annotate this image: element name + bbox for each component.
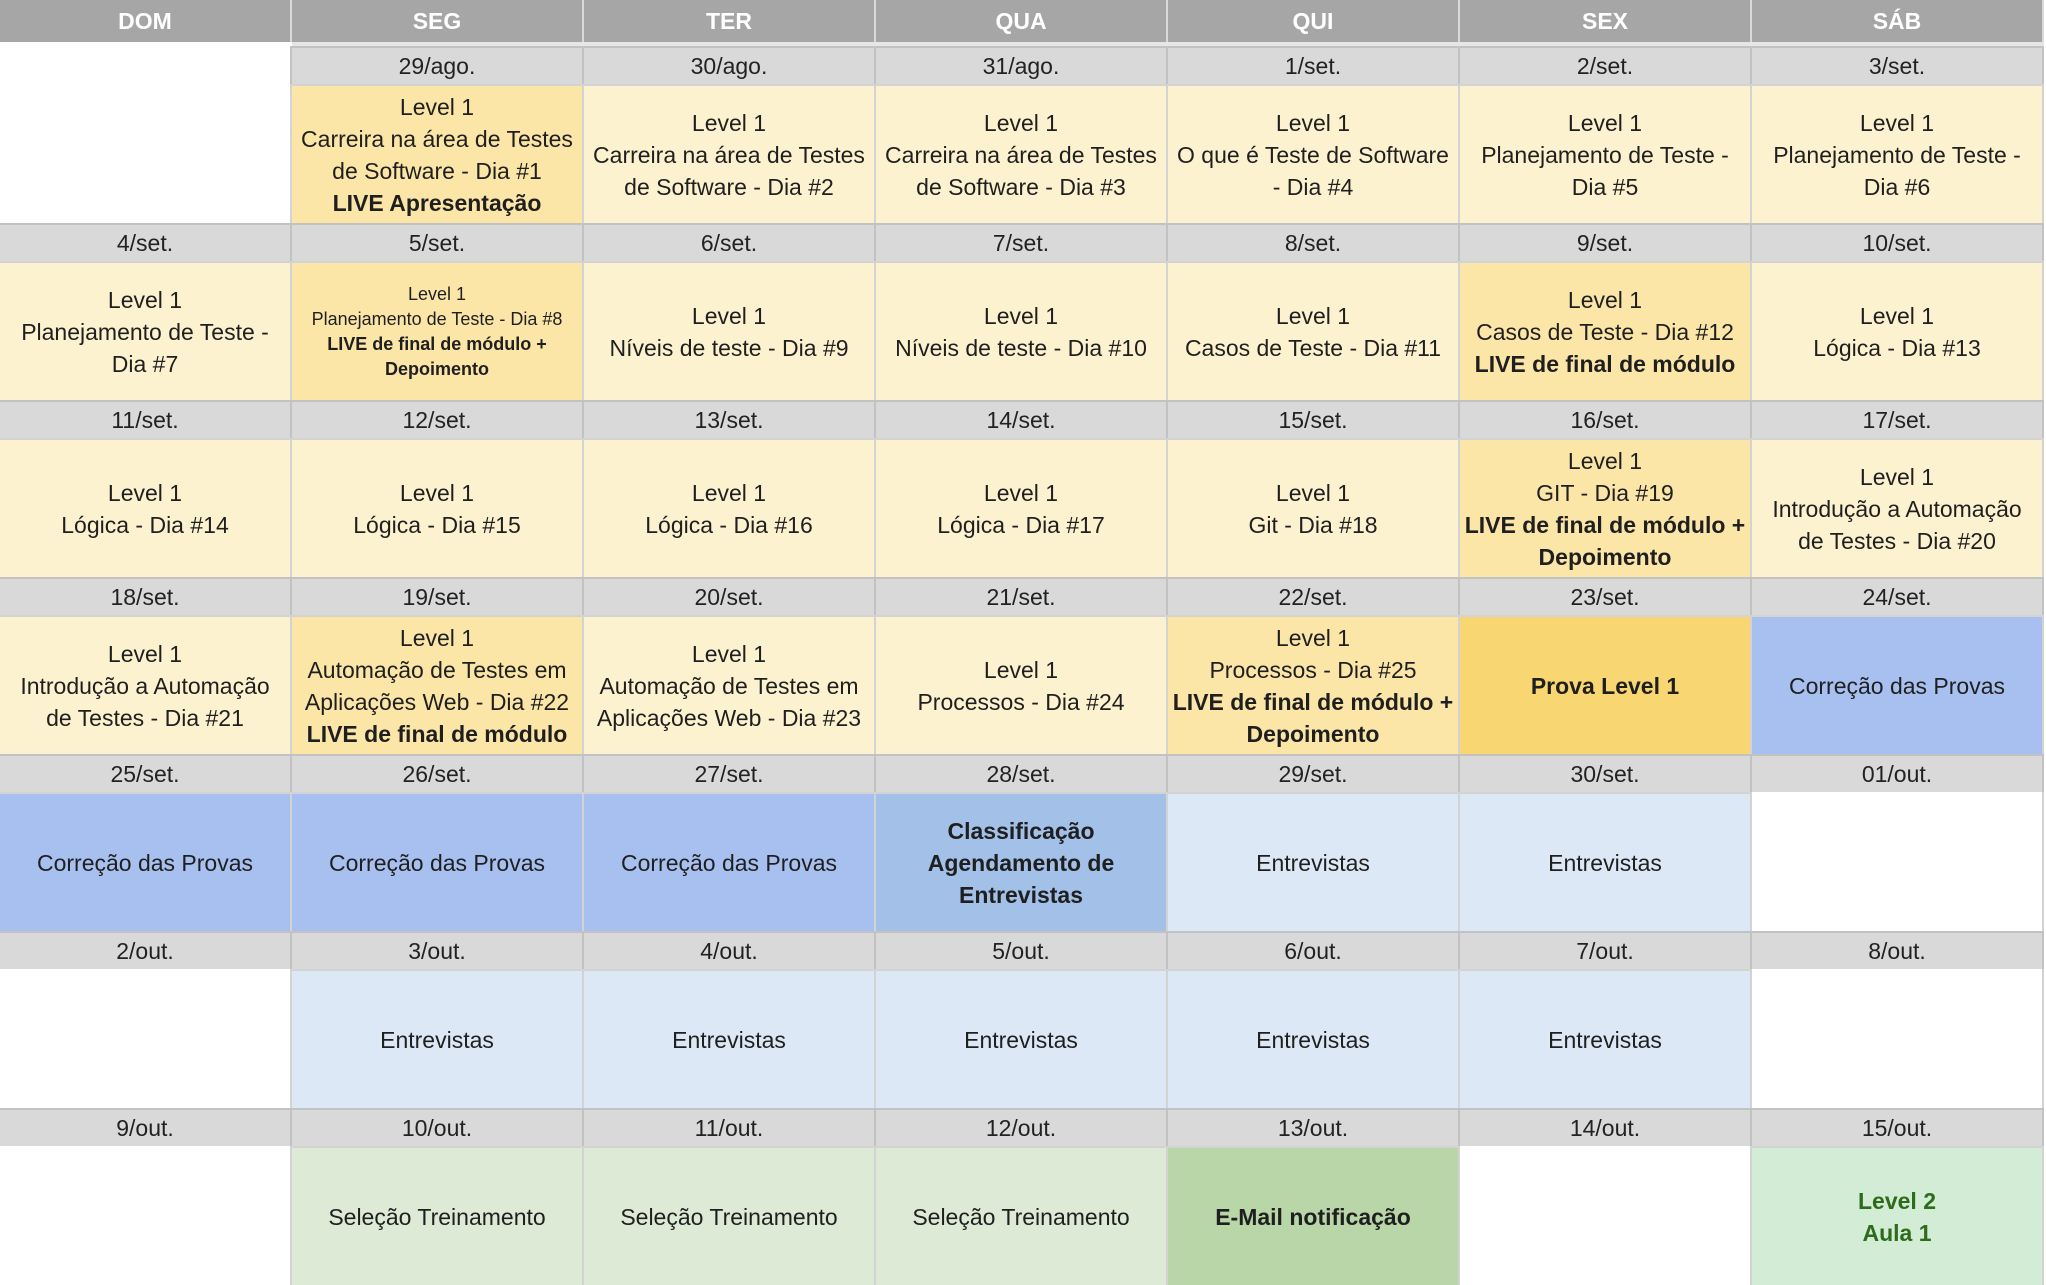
event-text: Níveis de teste - Dia #10 [895, 334, 1147, 361]
event-text: Level 1 [983, 109, 1059, 136]
date-cell[interactable]: 30/set. [1460, 754, 1752, 792]
event-highlight-text: Agendamento de [927, 849, 1115, 876]
event-cell[interactable] [292, 1146, 584, 1285]
event-text: Level 1 [691, 479, 767, 506]
event-text: Dia #7 [111, 350, 179, 377]
weekday-header-sab: SÁB [1752, 0, 2044, 42]
event-text: Correção das Provas [36, 849, 254, 876]
event-text: Correção das Provas [1788, 672, 2006, 699]
event-text: Level 1 [983, 656, 1059, 683]
event-text: Level 1 [691, 302, 767, 329]
event-cell[interactable] [1752, 261, 2044, 400]
date-cell[interactable]: 22/set. [1168, 577, 1460, 615]
weekday-header-dom: DOM [0, 0, 292, 42]
event-cell[interactable] [1460, 969, 1752, 1108]
date-cell[interactable]: 31/ago. [876, 46, 1168, 84]
event-cell[interactable] [876, 969, 1168, 1108]
event-cell[interactable] [1752, 1146, 2044, 1285]
event-text: Lógica - Dia #15 [353, 511, 521, 538]
event-highlight-text: Depoimento [1246, 720, 1380, 747]
event-cell[interactable] [1752, 792, 2044, 931]
date-cell[interactable]: 9/set. [1460, 223, 1752, 261]
event-text: Casos de Teste - Dia #12 [1476, 318, 1734, 345]
date-cell[interactable]: 24/set. [1752, 577, 2044, 615]
event-text: Seleção Treinamento [620, 1203, 838, 1230]
event-text: Planejamento de Teste - Dia #8 [311, 308, 563, 329]
event-text: Level 1 [1275, 624, 1351, 651]
event-text: GIT - Dia #19 [1536, 479, 1674, 506]
event-cell[interactable] [1168, 261, 1460, 400]
event-cell[interactable] [1168, 792, 1460, 931]
event-text: Entrevistas [964, 1026, 1078, 1053]
event-text: Level 1 [691, 640, 767, 667]
event-text: Level 1 [1275, 479, 1351, 506]
event-text: Level 1 [1275, 109, 1351, 136]
date-cell[interactable]: 14/set. [876, 400, 1168, 438]
event-text: Lógica - Dia #13 [1813, 334, 1981, 361]
event-text: Level 1 [1567, 447, 1643, 474]
date-cell[interactable]: 16/set. [1460, 400, 1752, 438]
event-text: Processos - Dia #25 [1209, 656, 1417, 683]
date-cell[interactable]: 29/ago. [292, 46, 584, 84]
event-text: Level 1 [107, 640, 183, 667]
event-text: Automação de Testes em [307, 656, 567, 683]
event-text: Dia #5 [1571, 173, 1639, 200]
event-text: Carreira na área de Testes [593, 141, 865, 168]
date-cell[interactable]: 10/set. [1752, 223, 2044, 261]
event-text: Planejamento de Teste - [21, 318, 269, 345]
event-cell[interactable] [584, 261, 876, 400]
date-cell[interactable]: 4/out. [584, 931, 876, 969]
date-cell[interactable]: 3/out. [292, 931, 584, 969]
date-cell[interactable]: 3/set. [1752, 46, 2044, 84]
date-cell[interactable]: 4/set. [0, 223, 292, 261]
date-cell[interactable]: 10/out. [292, 1108, 584, 1146]
event-highlight-text: LIVE de final de módulo + [1172, 688, 1454, 715]
date-cell[interactable]: 17/set. [1752, 400, 2044, 438]
event-cell[interactable] [1168, 1146, 1460, 1285]
event-highlight-text: Depoimento [1538, 543, 1672, 570]
date-cell[interactable]: 6/out. [1168, 931, 1460, 969]
date-cell[interactable]: 30/ago. [584, 46, 876, 84]
event-cell[interactable] [876, 438, 1168, 577]
event-highlight-text: LIVE de final de módulo + [327, 333, 547, 354]
date-cell[interactable]: 13/out. [1168, 1108, 1460, 1146]
event-text: Aplicações Web - Dia #22 [304, 688, 570, 715]
event-text: Entrevistas [380, 1026, 494, 1053]
event-highlight-text: Level 2 [1858, 1187, 1936, 1214]
event-cell[interactable] [0, 438, 292, 577]
weekday-header-ter: TER [584, 0, 876, 42]
event-cell[interactable] [1752, 84, 2044, 223]
event-text: Lógica - Dia #16 [645, 511, 813, 538]
date-cell[interactable]: 7/set. [876, 223, 1168, 261]
event-cell[interactable] [0, 1146, 292, 1285]
event-text: Planejamento de Teste - [1481, 141, 1729, 168]
event-highlight-text: Entrevistas [958, 881, 1083, 908]
event-text: Lógica - Dia #17 [937, 511, 1105, 538]
event-text: Git - Dia #18 [1248, 511, 1378, 538]
date-cell[interactable]: 27/set. [584, 754, 876, 792]
event-cell[interactable] [1460, 84, 1752, 223]
event-text: Níveis de teste - Dia #9 [609, 334, 849, 361]
event-cell[interactable] [584, 1146, 876, 1285]
event-text: Level 1 [983, 479, 1059, 506]
event-text: Level 1 [399, 479, 475, 506]
date-cell[interactable]: 26/set. [292, 754, 584, 792]
event-text: Aplicações Web - Dia #23 [596, 704, 862, 731]
date-cell[interactable]: 11/set. [0, 400, 292, 438]
event-text: Level 1 [691, 109, 767, 136]
event-text: Correção das Provas [328, 849, 546, 876]
event-cell[interactable] [876, 261, 1168, 400]
event-cell[interactable] [0, 792, 292, 931]
event-cell[interactable] [1168, 969, 1460, 1108]
date-cell[interactable]: 18/set. [0, 577, 292, 615]
event-text: Introdução a Automação [1772, 495, 2022, 522]
event-text: Level 1 [407, 283, 467, 304]
event-cell[interactable] [292, 792, 584, 931]
event-text: Level 1 [1275, 302, 1351, 329]
event-cell[interactable] [1460, 792, 1752, 931]
event-highlight-text: E-Mail notificação [1215, 1203, 1411, 1230]
event-highlight-text: LIVE de final de módulo [1474, 350, 1736, 377]
event-cell[interactable] [0, 261, 292, 400]
event-text: Level 1 [399, 624, 475, 651]
event-text: Lógica - Dia #14 [61, 511, 229, 538]
event-cell[interactable] [1460, 1146, 1752, 1285]
event-highlight-text: LIVE Apresentação [332, 189, 542, 216]
date-cell[interactable]: 8/set. [1168, 223, 1460, 261]
date-cell[interactable] [0, 46, 292, 84]
event-text: Level 1 [1859, 463, 1935, 490]
date-cell[interactable]: 8/out. [1752, 931, 2044, 969]
event-text: de Software - Dia #1 [332, 157, 542, 184]
event-cell[interactable] [292, 615, 584, 754]
event-text: Level 1 [1567, 109, 1643, 136]
event-highlight-text: Depoimento [384, 358, 489, 379]
event-text: de Testes - Dia #21 [46, 704, 244, 731]
event-cell[interactable] [876, 615, 1168, 754]
event-text: Seleção Treinamento [328, 1203, 546, 1230]
date-cell[interactable]: 12/out. [876, 1108, 1168, 1146]
event-text: de Testes - Dia #20 [1798, 527, 1996, 554]
event-text: Introdução a Automação [20, 672, 270, 699]
event-text: Entrevistas [672, 1026, 786, 1053]
event-cell[interactable] [1460, 438, 1752, 577]
event-text: Level 1 [1567, 286, 1643, 313]
event-cell[interactable] [1168, 84, 1460, 223]
event-cell[interactable] [1752, 969, 2044, 1108]
date-cell[interactable]: 11/out. [584, 1108, 876, 1146]
weekday-header-qua: QUA [876, 0, 1168, 42]
event-text: de Software - Dia #3 [916, 173, 1126, 200]
date-cell[interactable]: 23/set. [1460, 577, 1752, 615]
event-cell[interactable] [1168, 438, 1460, 577]
event-cell[interactable] [0, 969, 292, 1108]
date-cell[interactable]: 7/out. [1460, 931, 1752, 969]
event-text: de Software - Dia #2 [624, 173, 834, 200]
event-text: Carreira na área de Testes [885, 141, 1157, 168]
event-cell[interactable] [1752, 615, 2044, 754]
event-text: Level 1 [107, 286, 183, 313]
date-cell[interactable]: 20/set. [584, 577, 876, 615]
event-cell[interactable] [584, 438, 876, 577]
event-cell[interactable] [876, 84, 1168, 223]
weekday-header-sex: SEX [1460, 0, 1752, 42]
event-cell[interactable] [1460, 615, 1752, 754]
event-text: Correção das Provas [620, 849, 838, 876]
date-cell[interactable]: 21/set. [876, 577, 1168, 615]
event-highlight-text: LIVE de final de módulo [306, 720, 568, 747]
event-text: Level 1 [399, 93, 475, 120]
event-cell[interactable] [876, 1146, 1168, 1285]
event-cell[interactable] [584, 792, 876, 931]
date-cell[interactable]: 19/set. [292, 577, 584, 615]
event-cell[interactable] [584, 969, 876, 1108]
event-text: Level 1 [983, 302, 1059, 329]
date-cell[interactable]: 15/out. [1752, 1108, 2044, 1146]
date-cell[interactable]: 9/out. [0, 1108, 292, 1146]
weekday-header-qui: QUI [1168, 0, 1460, 42]
date-cell[interactable]: 14/out. [1460, 1108, 1752, 1146]
weekday-header-seg: SEG [292, 0, 584, 42]
event-cell[interactable] [1752, 438, 2044, 577]
date-cell[interactable]: 13/set. [584, 400, 876, 438]
event-text: Carreira na área de Testes [301, 125, 573, 152]
event-cell[interactable] [584, 84, 876, 223]
event-text: Level 1 [107, 479, 183, 506]
date-cell[interactable]: 01/out. [1752, 754, 2044, 792]
event-cell[interactable] [584, 615, 876, 754]
event-text: Processos - Dia #24 [917, 688, 1125, 715]
date-cell[interactable]: 6/set. [584, 223, 876, 261]
event-text: O que é Teste de Software [1177, 141, 1449, 168]
date-cell[interactable]: 28/set. [876, 754, 1168, 792]
event-cell[interactable] [1460, 261, 1752, 400]
event-cell[interactable] [292, 969, 584, 1108]
event-cell[interactable] [1168, 615, 1460, 754]
event-text: Entrevistas [1256, 849, 1370, 876]
event-cell[interactable] [876, 792, 1168, 931]
event-text: Entrevistas [1256, 1026, 1370, 1053]
event-cell[interactable] [0, 84, 292, 223]
event-cell[interactable] [292, 438, 584, 577]
event-highlight-text: Prova Level 1 [1530, 672, 1680, 699]
event-highlight-text: Aula 1 [1862, 1219, 1932, 1246]
event-text: Automação de Testes em [599, 672, 859, 699]
event-text: Casos de Teste - Dia #11 [1184, 334, 1442, 361]
date-cell[interactable]: 12/set. [292, 400, 584, 438]
date-cell[interactable]: 5/set. [292, 223, 584, 261]
date-cell[interactable]: 1/set. [1168, 46, 1460, 84]
date-cell[interactable]: 25/set. [0, 754, 292, 792]
date-cell[interactable]: 5/out. [876, 931, 1168, 969]
date-cell[interactable]: 29/set. [1168, 754, 1460, 792]
event-text: Level 1 [1859, 109, 1935, 136]
date-cell[interactable]: 2/set. [1460, 46, 1752, 84]
event-highlight-text: Classificação [947, 817, 1095, 844]
event-cell[interactable] [292, 261, 584, 400]
event-text: Level 1 [1859, 302, 1935, 329]
event-highlight-text: LIVE de final de módulo + [1464, 511, 1746, 538]
event-cell[interactable] [292, 84, 584, 223]
event-text: Seleção Treinamento [912, 1203, 1130, 1230]
date-cell[interactable]: 15/set. [1168, 400, 1460, 438]
event-text: Dia #6 [1863, 173, 1931, 200]
event-text: Planejamento de Teste - [1773, 141, 2021, 168]
date-cell[interactable]: 2/out. [0, 931, 292, 969]
event-text: Entrevistas [1548, 1026, 1662, 1053]
event-text: Entrevistas [1548, 849, 1662, 876]
event-cell[interactable] [0, 615, 292, 754]
event-text: - Dia #4 [1272, 173, 1354, 200]
